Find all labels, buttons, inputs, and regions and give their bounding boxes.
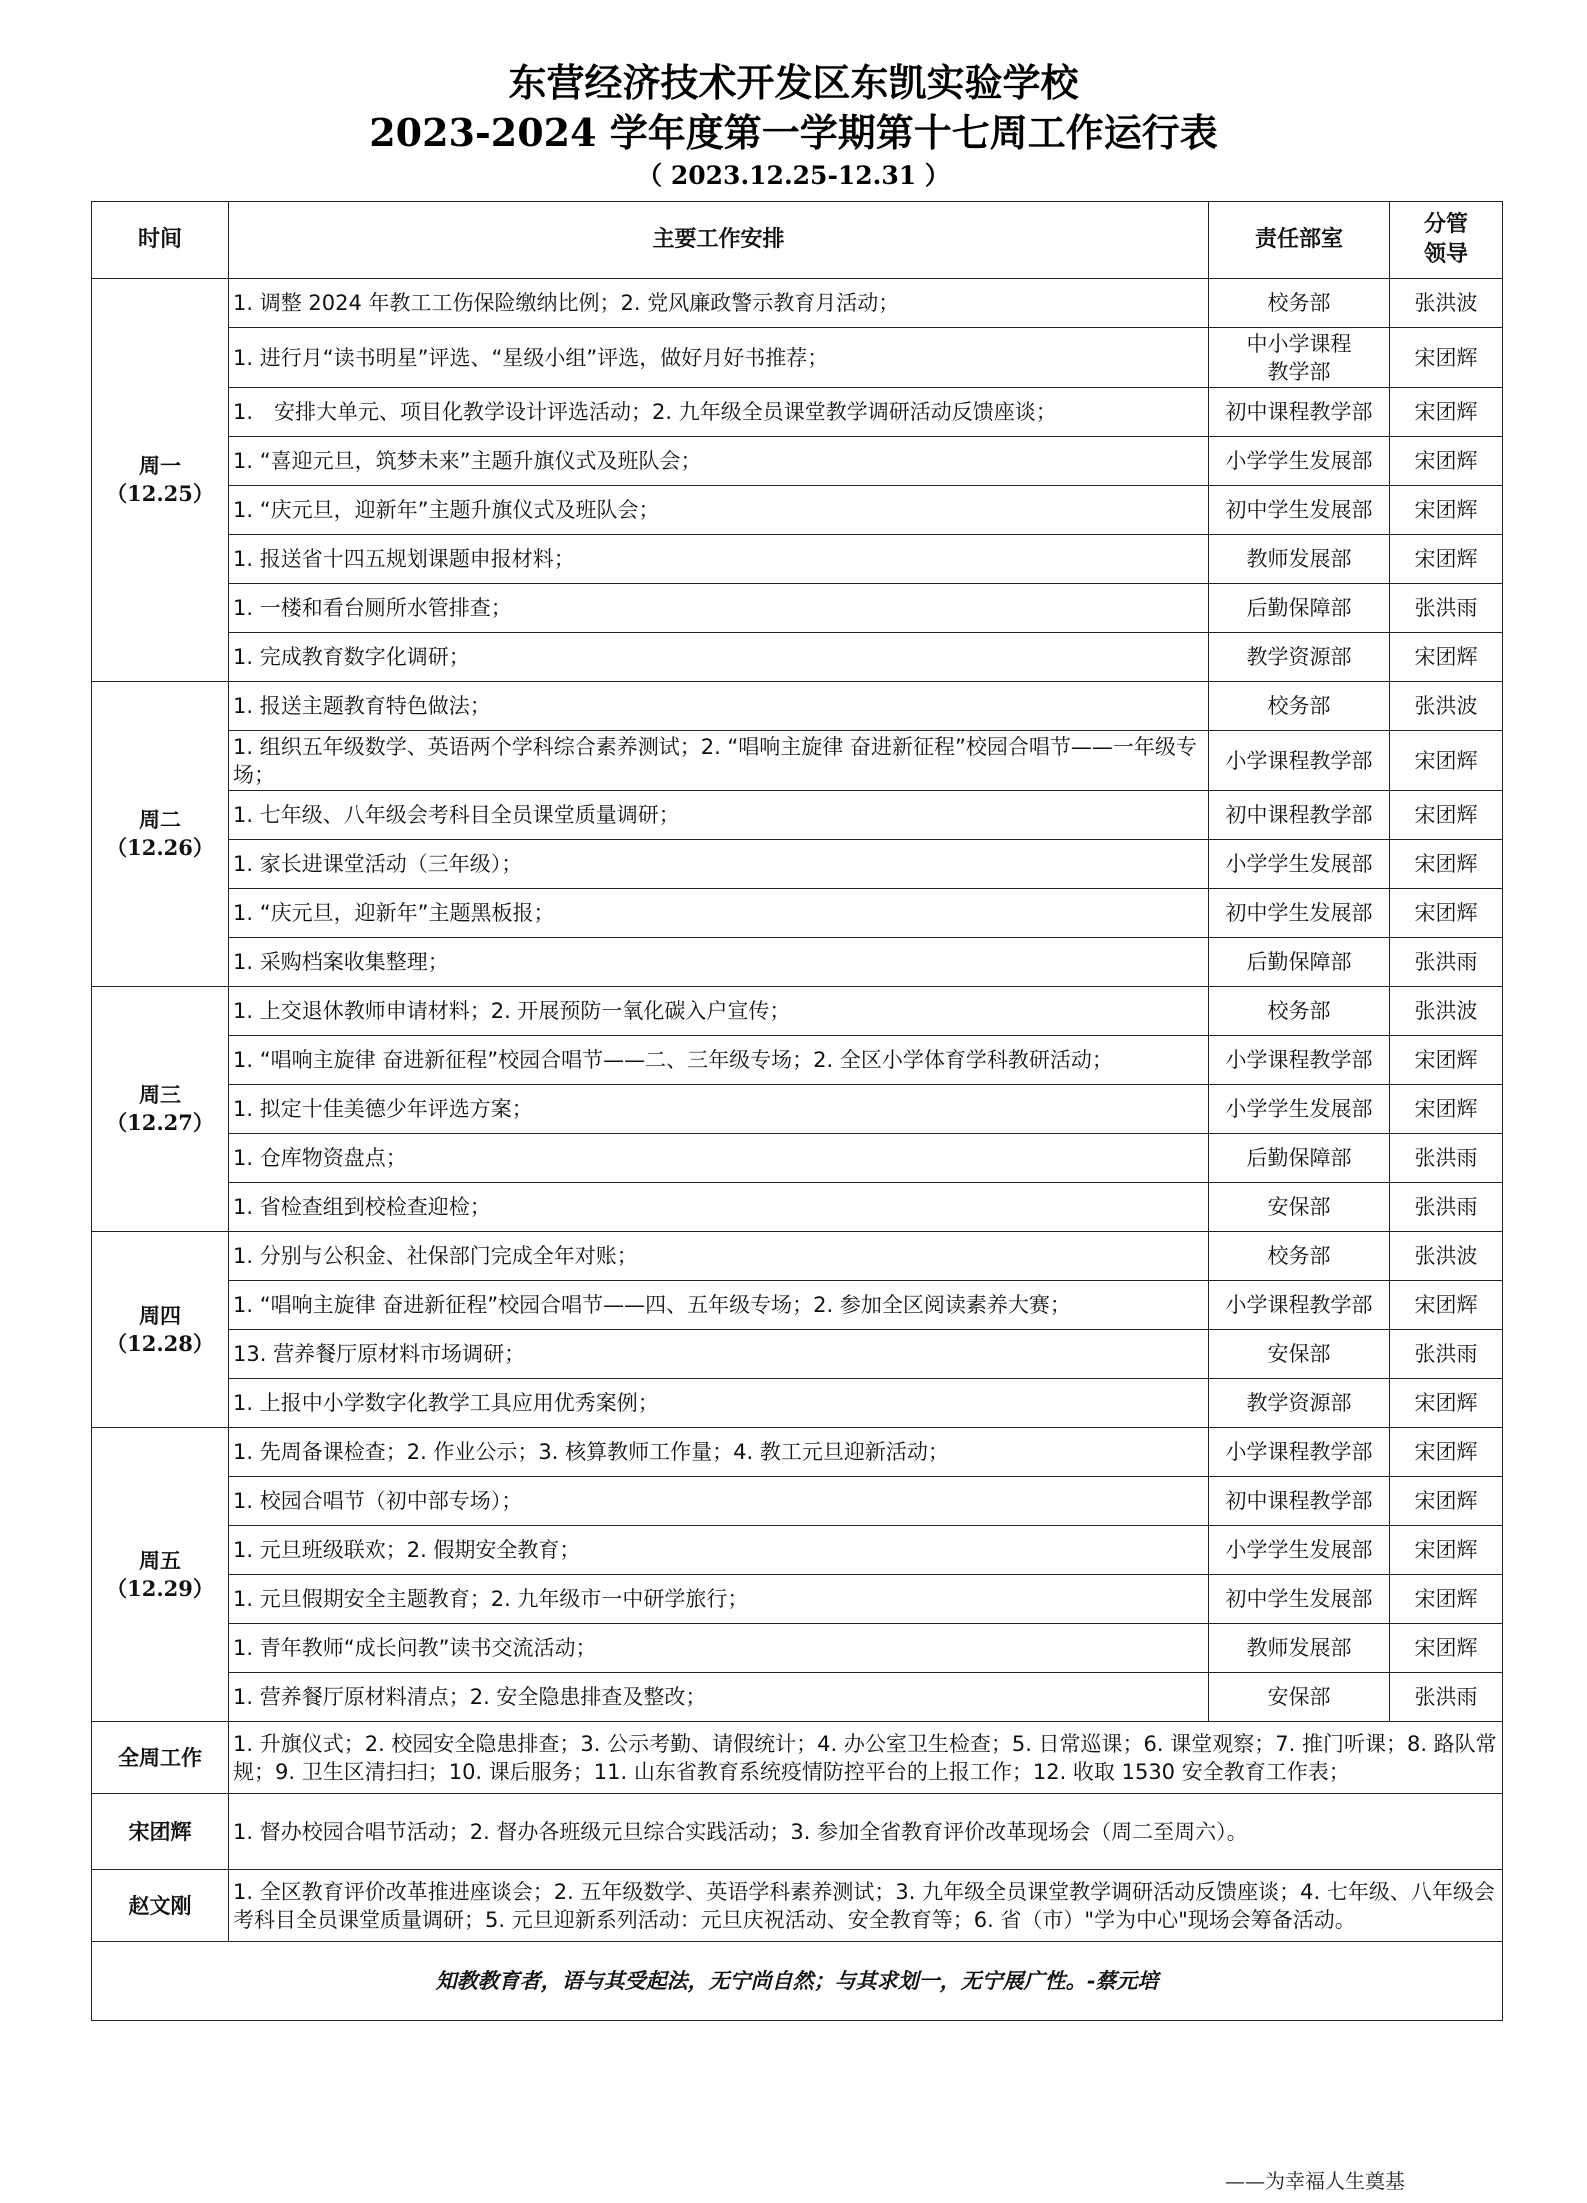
table-row <box>92 328 1503 388</box>
section-label: 全周工作 <box>92 1722 229 1794</box>
table-row <box>92 840 1503 889</box>
school-title: 东营经济技术开发区东凯实验学校 <box>508 60 1079 105</box>
task-cell: 1. 上报中小学数字化教学工具应用优秀案例； <box>229 1379 1209 1428</box>
dept-cell: 小学学生发展部 <box>1209 437 1390 486</box>
dept-cell: 教学资源部 <box>1209 1379 1390 1428</box>
table-row <box>92 791 1503 840</box>
dept-cell: 校务部 <box>1209 987 1390 1036</box>
day-name: 周四 <box>139 1302 181 1328</box>
day-date: （12.28） <box>106 1330 214 1356</box>
school-slogan: ——为幸福人生奠基 <box>1225 2169 1405 2193</box>
day-cell <box>92 279 229 682</box>
task-cell: 1. 上交退休教师申请材料；2. 开展预防一氧化碳入户宣传； <box>229 987 1209 1036</box>
lead-cell: 宋团辉 <box>1390 1036 1503 1085</box>
task-cell: 1. 七年级、八年级会考科目全员课堂质量调研； <box>229 791 1209 840</box>
section-row <box>92 1722 1503 1794</box>
col-header-time: 时间 <box>92 202 229 279</box>
day-name: 周三 <box>139 1082 181 1107</box>
task-cell: 1. 报送省十四五规划课题申报材料； <box>229 535 1209 584</box>
section-text: 1. 督办校园合唱节活动；2. 督办各班级元旦综合实践活动；3. 参加全省教育评价改革现场会（周二至周六）。 <box>229 1794 1503 1870</box>
lead-cell: 张洪雨 <box>1390 938 1503 987</box>
day-name: 周一 <box>139 453 181 478</box>
table-row <box>92 1036 1503 1085</box>
task-cell: 1. 元旦假期安全主题教育；2. 九年级市一中研学旅行； <box>229 1575 1209 1624</box>
lead-cell: 宋团辉 <box>1390 1428 1503 1477</box>
day-cell <box>92 987 229 1232</box>
task-cell: 1. 完成教育数字化调研； <box>229 633 1209 682</box>
motto-row <box>92 1942 1503 2021</box>
section-text: 1. 升旗仪式；2. 校园安全隐患排查；3. 公示考勤、请假统计；4. 办公室卫生检查；5. 日常巡课；6. 课堂观察；7. 推门听课；8. 路队常规；9. 卫生区清扫扫；10. 课后服务；11. 山东省教育系统疫情防控平台的上报工作；12. 收取 1530 安全教育工作表； <box>229 1722 1503 1794</box>
lead-cell: 张洪雨 <box>1390 1673 1503 1722</box>
dept-cell: 安保部 <box>1209 1330 1390 1379</box>
dept-cell: 小学课程教学部 <box>1209 731 1390 791</box>
col-header-lead: 分管 领导 <box>1390 202 1503 279</box>
table-row <box>92 1575 1503 1624</box>
lead-cell: 宋团辉 <box>1390 328 1503 388</box>
lead-cell: 张洪波 <box>1390 682 1503 731</box>
dept-cell: 中小学课程 教学部 <box>1209 328 1390 388</box>
table-row <box>92 987 1503 1036</box>
dept-cell: 教师发展部 <box>1209 535 1390 584</box>
day-cell <box>92 1232 229 1428</box>
dept-cell: 后勤保障部 <box>1209 938 1390 987</box>
lead-cell: 宋团辉 <box>1390 486 1503 535</box>
table-row <box>92 889 1503 938</box>
table-row <box>92 388 1503 437</box>
dept-cell: 小学学生发展部 <box>1209 840 1390 889</box>
task-cell: 1. 进行月“读书明星”评选、“星级小组”评选，做好月好书推荐； <box>229 328 1209 388</box>
table-row <box>92 1477 1503 1526</box>
task-cell: 1. 报送主题教育特色做法； <box>229 682 1209 731</box>
table-row <box>92 1134 1503 1183</box>
table-row <box>92 682 1503 731</box>
dept-cell: 安保部 <box>1209 1183 1390 1232</box>
lead-cell: 张洪波 <box>1390 987 1503 1036</box>
lead-cell: 宋团辉 <box>1390 388 1503 437</box>
lead-cell: 宋团辉 <box>1390 1575 1503 1624</box>
table-row <box>92 437 1503 486</box>
lead-cell: 宋团辉 <box>1390 633 1503 682</box>
task-cell: 1. 校园合唱节（初中部专场）； <box>229 1477 1209 1526</box>
lead-cell: 宋团辉 <box>1390 1526 1503 1575</box>
section-text: 1. 全区教育评价改革推进座谈会；2. 五年级数学、英语学科素养测试；3. 九年级全员课堂教学调研活动反馈座谈；4. 七年级、八年级会考科目全员课堂质量调研；5. 元旦迎新系列活动：元旦庆祝活动、安全教育等；6. 省（市）"学为中心"现场会筹备活动。 <box>229 1870 1503 1942</box>
table-header-row <box>92 202 1503 279</box>
table-row <box>92 1232 1503 1281</box>
task-cell: 1. 分别与公积金、社保部门完成全年对账； <box>229 1232 1209 1281</box>
dept-cell: 安保部 <box>1209 1673 1390 1722</box>
lead-cell: 宋团辉 <box>1390 535 1503 584</box>
dept-cell: 小学课程教学部 <box>1209 1428 1390 1477</box>
table-row <box>92 584 1503 633</box>
dept-cell: 校务部 <box>1209 1232 1390 1281</box>
task-cell: 1. 采购档案收集整理； <box>229 938 1209 987</box>
schedule-title: 2023-2024 学年度第一学期第十七周工作运行表 <box>369 110 1218 155</box>
task-cell: 1. 先周备课检查；2. 作业公示；3. 核算教师工作量；4. 教工元旦迎新活动； <box>229 1428 1209 1477</box>
lead-cell: 宋团辉 <box>1390 840 1503 889</box>
dept-cell: 初中课程教学部 <box>1209 1477 1390 1526</box>
task-cell: 1. 家长进课堂活动（三年级）； <box>229 840 1209 889</box>
day-cell <box>92 1428 229 1722</box>
dept-cell: 校务部 <box>1209 279 1390 328</box>
dept-cell: 初中学生发展部 <box>1209 486 1390 535</box>
dept-cell: 教学资源部 <box>1209 633 1390 682</box>
lead-cell: 张洪波 <box>1390 1232 1503 1281</box>
dept-cell: 小学课程教学部 <box>1209 1036 1390 1085</box>
dept-cell: 初中学生发展部 <box>1209 889 1390 938</box>
lead-cell: 宋团辉 <box>1390 731 1503 791</box>
task-cell: 1. “唱响主旋律 奋进新征程”校园合唱节——四、五年级专场；2. 参加全区阅读素养大赛； <box>229 1281 1209 1330</box>
schedule-table <box>91 201 1503 2021</box>
table-row <box>92 731 1503 791</box>
lead-cell: 宋团辉 <box>1390 1624 1503 1673</box>
dept-cell: 后勤保障部 <box>1209 584 1390 633</box>
dept-cell: 初中课程教学部 <box>1209 388 1390 437</box>
task-cell: 1. “唱响主旋律 奋进新征程”校园合唱节——二、三年级专场；2. 全区小学体育学科教研活动； <box>229 1036 1209 1085</box>
dept-cell: 小学学生发展部 <box>1209 1526 1390 1575</box>
dept-cell: 教师发展部 <box>1209 1624 1390 1673</box>
table-row <box>92 1085 1503 1134</box>
col-header-task: 主要工作安排 <box>229 202 1209 279</box>
table-row <box>92 1673 1503 1722</box>
motto-quote: 知教教育者，语与其受起法，无宁尚自然；与其求划一，无宁展广性。-蔡元培 <box>92 1942 1503 2021</box>
table-row <box>92 1526 1503 1575</box>
day-cell <box>92 682 229 987</box>
table-row <box>92 1281 1503 1330</box>
schedule-body <box>92 279 1503 2021</box>
dept-cell: 后勤保障部 <box>1209 1134 1390 1183</box>
lead-cell: 宋团辉 <box>1390 1379 1503 1428</box>
table-row <box>92 486 1503 535</box>
day-name: 周五 <box>139 1547 181 1573</box>
lead-cell: 张洪雨 <box>1390 1183 1503 1232</box>
task-cell: 1. 仓库物资盘点； <box>229 1134 1209 1183</box>
lead-cell: 张洪雨 <box>1390 1134 1503 1183</box>
task-cell: 1. 营养餐厅原材料清点；2. 安全隐患排查及整改； <box>229 1673 1209 1722</box>
task-cell: 1. “庆元旦，迎新年”主题升旗仪式及班队会； <box>229 486 1209 535</box>
day-date: （12.29） <box>106 1575 214 1601</box>
section-label: 赵文刚 <box>92 1870 229 1942</box>
dept-cell: 初中课程教学部 <box>1209 791 1390 840</box>
lead-cell: 宋团辉 <box>1390 791 1503 840</box>
task-cell: 1. 元旦班级联欢；2. 假期安全教育； <box>229 1526 1209 1575</box>
lead-cell: 宋团辉 <box>1390 437 1503 486</box>
task-cell: 1. “庆元旦，迎新年”主题黑板报； <box>229 889 1209 938</box>
dept-cell: 初中学生发展部 <box>1209 1575 1390 1624</box>
task-cell: 13. 营养餐厅原材料市场调研； <box>229 1330 1209 1379</box>
dept-cell: 校务部 <box>1209 682 1390 731</box>
day-date: （12.26） <box>106 835 214 860</box>
col-header-dept: 责任部室 <box>1209 202 1390 279</box>
table-row <box>92 1379 1503 1428</box>
section-row <box>92 1870 1503 1942</box>
table-row <box>92 633 1503 682</box>
lead-cell: 宋团辉 <box>1390 1281 1503 1330</box>
table-row <box>92 938 1503 987</box>
task-cell: 1. 省检查组到校检查迎检； <box>229 1183 1209 1232</box>
task-cell: 1. 一楼和看台厕所水管排查； <box>229 584 1209 633</box>
day-date: （12.25） <box>106 481 214 506</box>
task-cell: 1. 拟定十佳美德少年评选方案； <box>229 1085 1209 1134</box>
lead-cell: 张洪雨 <box>1390 584 1503 633</box>
task-cell: 1. 安排大单元、项目化教学设计评选活动；2. 九年级全员课堂教学调研活动反馈座谈； <box>229 388 1209 437</box>
lead-cell: 张洪波 <box>1390 279 1503 328</box>
table-row <box>92 1330 1503 1379</box>
day-date: （12.27） <box>106 1110 214 1135</box>
lead-cell: 张洪雨 <box>1390 1330 1503 1379</box>
dept-cell: 小学学生发展部 <box>1209 1085 1390 1134</box>
lead-cell: 宋团辉 <box>1390 1085 1503 1134</box>
lead-cell: 宋团辉 <box>1390 889 1503 938</box>
day-name: 周二 <box>139 807 181 832</box>
date-range: （ 2023.12.25-12.31 ） <box>637 161 950 190</box>
table-row <box>92 1183 1503 1232</box>
task-cell: 1. “喜迎元旦，筑梦未来”主题升旗仪式及班队会； <box>229 437 1209 486</box>
task-cell: 1. 青年教师“成长问教”读书交流活动； <box>229 1624 1209 1673</box>
table-row <box>92 535 1503 584</box>
table-row <box>92 1428 1503 1477</box>
lead-cell: 宋团辉 <box>1390 1477 1503 1526</box>
section-row <box>92 1794 1503 1870</box>
task-cell: 1. 调整 2024 年教工工伤保险缴纳比例；2. 党风廉政警示教育月活动； <box>229 279 1209 328</box>
table-row <box>92 1624 1503 1673</box>
task-cell: 1. 组织五年级数学、英语两个学科综合素养测试；2. “唱响主旋律 奋进新征程”校园合唱节——一年级专场； <box>229 731 1209 791</box>
dept-cell: 小学课程教学部 <box>1209 1281 1390 1330</box>
section-label: 宋团辉 <box>92 1794 229 1870</box>
table-row <box>92 279 1503 328</box>
